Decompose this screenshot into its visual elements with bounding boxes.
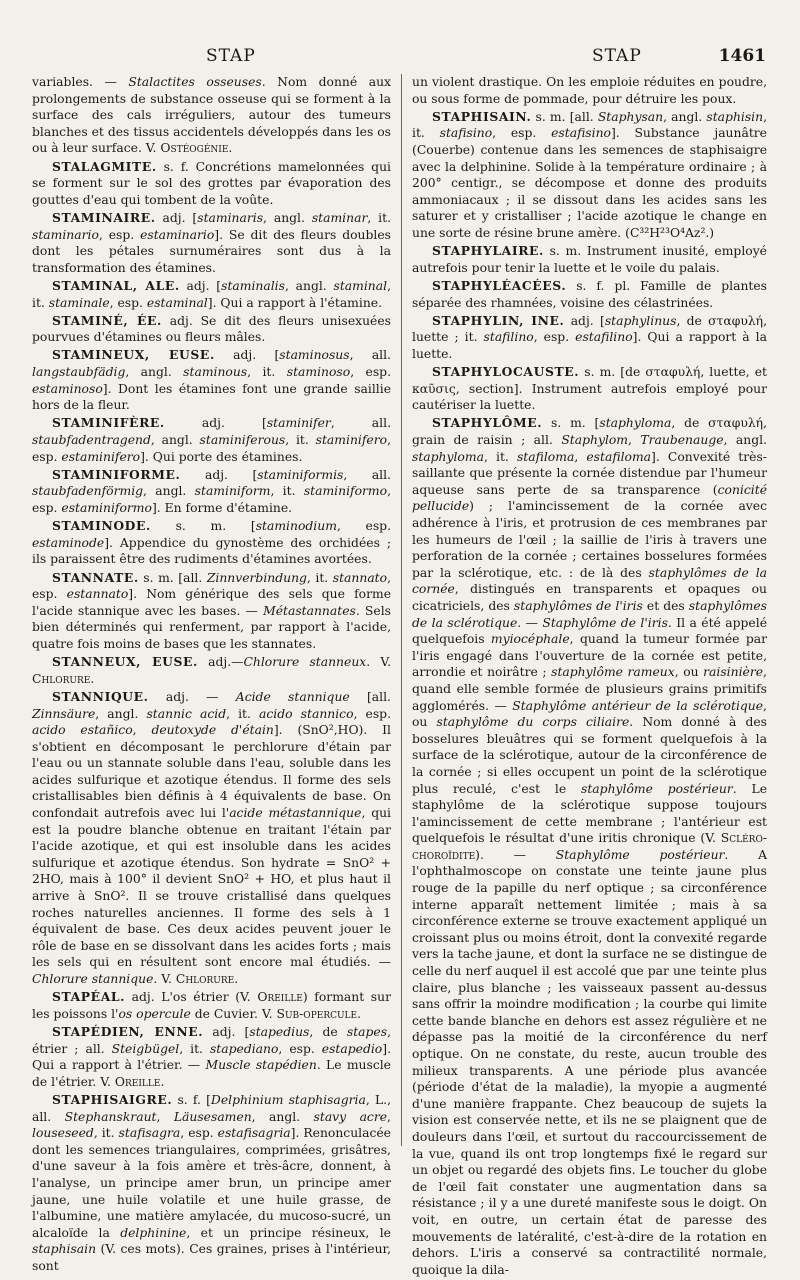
- text: s. f. pl. Famille de plantes séparée des rhamnées, voisine des célastrinées.: [412, 278, 767, 310]
- italic-term: estaminifero: [61, 449, 141, 464]
- text: . Le muscle de l'étrier. V.: [32, 1058, 391, 1089]
- text: s. f. [: [172, 1092, 211, 1107]
- cross-reference: Sub-opercule: [276, 1006, 358, 1021]
- text: , qui est la poudre blanche obtenue en traitant l'étain par l'acide azotique, et qui est insoluble dans les acides sulfurique et azotique étendus. Son hydrate = SnO² + 2HO, mais à 100° il devient SnO² + HO, et plus haut il arrive à SnO². Il se trouve cristallisé dans quelques roches naturelles anciennes. Il forme des sels à 1 équivalent de base. Ces deux acides peuvent jouer le rôle de base en se dissolvant dans les acides forts ; mais les sels qui en résultent sont encore mal étudiés. —: [32, 806, 391, 970]
- headword: STANNATE.: [52, 569, 139, 585]
- text: adj. [: [203, 1024, 250, 1039]
- italic-term: Stephanskraut: [64, 1109, 157, 1124]
- entry-stamineux: [32, 347, 391, 413]
- text: . V.: [366, 655, 391, 670]
- italic-term: staminal: [333, 278, 388, 293]
- italic-term: staminale: [48, 295, 110, 310]
- italic-term: delphinine: [120, 1225, 187, 1240]
- headword: STAMINIFORME.: [52, 466, 181, 482]
- italic-term: Läusesamen: [173, 1109, 252, 1124]
- text: ,: [628, 433, 641, 448]
- italic-term: conicité pellucide: [412, 482, 767, 514]
- headword: STALAGMITE.: [52, 158, 157, 174]
- italic-term: acido stannico: [259, 706, 354, 721]
- cross-reference: Oreille: [114, 1074, 161, 1089]
- italic-term: staminodium: [255, 519, 337, 534]
- italic-term: estapedio: [321, 1041, 383, 1056]
- text: .: [160, 1074, 165, 1089]
- italic-term: staphylômes de la sclérotique: [412, 598, 767, 630]
- text: . Le staphylôme de la sclérotique suppose toujours l'amincissement de cette membrane ; l'antérieur est quelquefois le résultat d'une iritis chronique (V.: [412, 781, 767, 846]
- italic-term: stapes: [346, 1024, 388, 1039]
- italic-term: staminiformo: [303, 484, 388, 499]
- text: , it.: [270, 484, 304, 499]
- text: , de: [309, 1024, 347, 1039]
- text: ,: [132, 723, 152, 738]
- text: s. m. [: [542, 416, 600, 431]
- running-header: [28, 46, 766, 68]
- entry-staphyleacees: [412, 278, 767, 311]
- text: , de σταφυλή, grain de raisin ; all.: [412, 416, 767, 448]
- italic-term: estaminario: [140, 227, 215, 242]
- headword: STAPHISAIN.: [432, 108, 532, 124]
- italic-term: staminifero: [315, 433, 388, 448]
- text: , quand la tumeur formée par l'iris engagé dans l'ouverture de la cornée est petite, arrondie et noirâtre ;: [412, 632, 767, 680]
- text: s. m. [all.: [531, 109, 598, 124]
- text: ]. En forme d'étamine.: [151, 501, 293, 515]
- text: , it.: [412, 109, 768, 141]
- italic-term: estaminal: [146, 295, 208, 310]
- text: , ou: [412, 698, 767, 730]
- entry-staminode: [32, 518, 391, 568]
- text: un violent drastique. On les emploie réduites en poudre, ou sous forme de pommade, pour détruire les poux.: [412, 75, 767, 106]
- italic-term: Traubenauge: [640, 433, 724, 448]
- text: ]. Qui a rapport à l'étamine.: [207, 295, 383, 310]
- text: , ou: [674, 665, 704, 680]
- text: , esp.: [350, 365, 391, 380]
- entry-continuation: [32, 74, 391, 157]
- text: . Nom donné à des bosselures bleuâtres qui se forment quelquefois à la surface de la sclérotique, autour de la circonférence de la cornée ; si elles occupent un point de la sclérotique plus reculé, c'est le: [412, 715, 768, 796]
- italic-term: staminoso: [286, 365, 351, 380]
- entry-staminal: [32, 278, 391, 311]
- text: de Cuvier. V.: [190, 1006, 277, 1021]
- italic-term: staminiformis: [257, 467, 344, 482]
- text: , angl.: [125, 365, 184, 380]
- text: ]. Qui a rapport à la luette.: [412, 330, 767, 361]
- text: , étrier ; all.: [32, 1024, 391, 1056]
- headword: STAPÉAL.: [52, 989, 126, 1005]
- entry-stapedien: [32, 1024, 391, 1090]
- headword: STAPHYLÉACÉES.: [432, 277, 567, 293]
- italic-term: staphylôme du corps ciliaire: [436, 715, 630, 730]
- text: , L., all.: [32, 1092, 391, 1124]
- text: ]. Convexité très-saillante que présente la cornée distendue par l'humeur aqueuse sans perte de sa transparence (: [412, 449, 767, 497]
- entry-stanneux: [32, 654, 391, 687]
- italic-term: staubfadentragend: [32, 433, 151, 448]
- text: .: [228, 141, 233, 156]
- italic-term: Steigbügel: [111, 1041, 180, 1056]
- entry-staphisain: [412, 109, 767, 242]
- italic-term: stafisino: [439, 126, 493, 141]
- text: , it.: [483, 449, 517, 464]
- text: adj.—: [197, 655, 244, 670]
- italic-term: staminalis: [221, 278, 285, 293]
- italic-term: staminar: [311, 210, 368, 225]
- italic-term: staminiferous: [199, 433, 286, 448]
- italic-term: stannic acid: [146, 706, 227, 721]
- entry-continuation: [412, 74, 767, 107]
- italic-term: staphylôme rameux: [551, 665, 675, 680]
- italic-term: staphylômes de la cornée: [412, 565, 767, 597]
- text: , esp.: [109, 295, 147, 310]
- text: ,: [156, 1109, 174, 1124]
- italic-term: raisinière: [703, 665, 764, 680]
- entry-staminiforme: [32, 467, 391, 517]
- text: . Il a été appelé quelquefois: [412, 615, 767, 647]
- italic-term: Zinnverbindung: [206, 570, 307, 585]
- italic-term: os opercule: [118, 1006, 191, 1021]
- headword: STAMINAL, ALE.: [52, 277, 180, 293]
- text: ]. (SnO²,HO). Il s'obtient en décomposant le perchlorure d'étain par l'eau ou un stannate soluble dans l'eau, soluble dans les acides sulfurique et azotique étendus. Il forme des sels cristallisables bien définis à 4 équivalents de base. On confondait autrefois avec lui l': [32, 723, 391, 821]
- entry-staphisaigre: [32, 1092, 391, 1275]
- italic-term: stavy acre: [313, 1109, 388, 1124]
- text: adj. [: [180, 467, 258, 482]
- headword: STAMINAIRE.: [52, 209, 156, 225]
- page-number: 1461: [718, 46, 766, 66]
- italic-term: staphisain: [32, 1242, 97, 1257]
- italic-term: stapediano: [209, 1041, 279, 1056]
- text: , angl.: [95, 706, 147, 721]
- entry-stannate: [32, 570, 391, 653]
- text: s. m. Instrument inusité, employé autrefois pour tenir la luette et le voile du palais.: [412, 244, 767, 275]
- text: adj. Se dit des fleurs unisexuées pourvues d'étamines ou fleurs mâles.: [32, 313, 392, 345]
- text: , quand elle semble formée de plusieurs grains primitifs agglomérés. —: [412, 665, 767, 713]
- text: , it.: [367, 210, 391, 225]
- italic-term: Chlorure stanneux: [243, 655, 367, 670]
- text: ) ; l'amincissement de la cornée avec adhérence à l'iris, et protrusion de ces membranes par les humeurs de l'œil ; la saillie de l'iris à travers une perforation de la cornée ; certaines bosselures formées par la sclérotique, etc. : de là des: [412, 499, 767, 580]
- text: , it.: [247, 365, 287, 380]
- italic-term: estaminode: [32, 535, 105, 550]
- column-divider: [401, 74, 402, 1146]
- text: adj. [: [155, 210, 198, 225]
- text: s. f. Concrétions mamelonnées qui se forment sur le sol des grottes par évaporation des gouttes d'eau qui tombent de la voûte.: [32, 159, 391, 207]
- text: , angl.: [723, 433, 767, 448]
- italic-term: Staphylôme postérieur: [555, 847, 725, 862]
- italic-term: stafisagra: [118, 1126, 181, 1141]
- italic-term: estafilino: [575, 330, 633, 345]
- italic-term: Delphinium staphisagria: [210, 1092, 366, 1107]
- headword: STAMINODE.: [52, 518, 151, 534]
- italic-term: staubfadenförmig: [32, 484, 144, 499]
- text: , it.: [32, 278, 391, 310]
- italic-term: Staphylôme de l'iris: [542, 615, 668, 630]
- text: ,: [574, 449, 587, 464]
- text: et des: [642, 598, 689, 613]
- headword: STAMINEUX, EUSE.: [52, 347, 215, 363]
- text: . —: [517, 615, 543, 630]
- text: , esp.: [336, 519, 391, 534]
- italic-term: Zinnsäure: [32, 706, 96, 721]
- text: , angl.: [143, 484, 195, 499]
- text: adj. [: [164, 416, 267, 431]
- text: , all.: [330, 416, 391, 431]
- entry-staphylaire: [412, 243, 767, 276]
- headword: STAPHYLÔME.: [432, 415, 543, 431]
- text: variables. —: [32, 75, 129, 89]
- text: , esp.: [32, 570, 392, 602]
- text: adj. [: [179, 278, 222, 293]
- headword: STAPHYLAIRE.: [432, 243, 544, 259]
- text: , angl.: [251, 1109, 314, 1124]
- text: , esp.: [492, 126, 552, 141]
- text: (V. ces mots). Ces graines, prises à l'intérieur, sont: [32, 1242, 391, 1273]
- headword: STAPHYLOCAUSTE.: [432, 364, 580, 380]
- text: ]. Dont les étamines font une grande saillie hors de la fleur.: [32, 381, 391, 413]
- text: [all.: [349, 689, 391, 704]
- text: , all.: [343, 467, 391, 482]
- italic-term: staminaris: [197, 210, 264, 225]
- text: , esp.: [180, 1126, 218, 1141]
- italic-term: staminous: [183, 365, 248, 380]
- italic-term: estafisino: [551, 126, 611, 141]
- text: .: [234, 972, 239, 986]
- italic-term: acide métastannique: [229, 806, 362, 821]
- text: . Nom donné aux prolongements de substance osseuse qui se forment à la surface des cals irréguliers, autour des tumeurs blanches et des tissus accidentels développés dans les os ou à leur surface. V.: [32, 75, 391, 156]
- headword: STANNIQUE.: [52, 688, 149, 704]
- text: . A l'ophthalmoscope on constate une teinte jaune plus rouge de la papille du nerf optique ; sa circonférence interne apparaît nettement limitée ; mais à sa circonférence externe se trouve exactement appliqué un croissant plus ou moins étroit, dont la convexité regarde vers la tache jaune, et dont la surface ne se distingue de celle du nerf auquel il est accolé que par une teinte plus claire, plus blanche ; les vaisseaux passent au-dessus sans offrir la moindre modification ; la courbe qui limite cette bande blanche en dehors est assez régulière et ne dépasse pas la moitié de la circonférence du nerf optique. On ne constate, du reste, aucun trouble des milieux transparents. A une période plus avancée (période d'état de la maladie), la myopie a augmenté d'une manière frappante. Chez beaucoup de sujets la vision est conservée nette, et ils ne se plaignent que de douleurs dans l'œil, et surtout du raccourcissement de la vue, quand ils ont trop longtemps fixé le regard sur un objet ou regardé des objets fins. Le toucher du globe de l'œil fait constater une augmentation dans sa résistance ; il y a une dureté manifeste sous le doigt. On voit, en outre, un certain état de paresse des mouvements de latéralité, c'est-à-dire de la rotation en dehors. L'iris a conservé sa contractilité normale, quoique la dila-: [412, 847, 767, 1277]
- italic-term: Métastannates: [263, 603, 356, 618]
- italic-term: Chlorure stannique: [32, 972, 154, 986]
- text: adj. L'os étrier (V.: [125, 990, 258, 1005]
- text: , angl.: [284, 278, 334, 293]
- italic-term: staphisin: [706, 109, 764, 124]
- italic-term: Muscle stapédien: [205, 1058, 317, 1073]
- italic-term: stannato: [332, 570, 388, 585]
- italic-term: stafiloma: [516, 449, 575, 464]
- text: , esp.: [32, 433, 391, 464]
- italic-term: staminosus: [279, 348, 350, 363]
- headword: STAMINÉ, ÉE.: [52, 312, 162, 328]
- italic-term: Staphylom: [561, 433, 629, 448]
- text: , esp.: [533, 330, 576, 345]
- text: ,: [387, 1109, 391, 1124]
- italic-term: staminifer: [266, 416, 331, 431]
- italic-term: Stalactites osseuses: [128, 75, 262, 89]
- italic-term: myiocéphale: [490, 632, 570, 647]
- italic-term: acido estañico: [32, 723, 133, 738]
- text: .: [357, 1006, 362, 1021]
- italic-term: staphyloma: [412, 449, 484, 464]
- italic-term: staphyloma: [599, 416, 672, 431]
- italic-term: stapedius: [249, 1024, 310, 1039]
- entry-stapeal: [32, 989, 391, 1022]
- italic-term: estannato: [66, 587, 129, 602]
- italic-term: staphylinus: [604, 313, 677, 328]
- text: , angl.: [663, 109, 707, 124]
- italic-term: Staphylôme antérieur de la sclérotique: [512, 698, 764, 713]
- text: adj. [: [214, 348, 280, 363]
- text: , it.: [285, 433, 316, 448]
- entry-staminaire: [32, 210, 391, 276]
- text: , distingués en transparents et opaques ou cicatriciels, des: [412, 582, 767, 613]
- italic-term: estaminoso: [32, 381, 103, 396]
- italic-term: staminario: [32, 227, 99, 242]
- headword: STAPÉDIEN, ENNE.: [52, 1023, 204, 1039]
- left-column: [32, 74, 391, 1276]
- text: , it.: [226, 706, 260, 721]
- text: s. m. [all.: [138, 570, 207, 585]
- cross-reference: Ostéogénie: [160, 141, 229, 156]
- text: adj. —: [148, 689, 236, 704]
- italic-term: staphylômes de l'iris: [513, 598, 643, 613]
- italic-term: staphylôme postérieur: [581, 781, 733, 796]
- entry-stalagmite: [32, 159, 391, 209]
- text: ]. Se dit des fleurs doubles dont les pétales surnuméraires sont dus à la transformation des étamines.: [32, 227, 391, 275]
- italic-term: deutoxyde d'étain: [151, 723, 274, 738]
- text: , et un principe résineux, le: [186, 1225, 391, 1240]
- cross-reference: Oreille: [257, 990, 303, 1005]
- header-left-guide-word: STAP: [206, 46, 256, 66]
- text: , esp.: [353, 706, 392, 721]
- text: s. m. [de σταφυλή, luette, et καῦσις, section]. Instrument autrefois employé pour cautériser la luette.: [412, 365, 767, 413]
- text: .: [90, 671, 95, 686]
- text: , it.: [93, 1126, 119, 1141]
- italic-term: estaminiformo: [61, 501, 152, 515]
- text: adj. [: [564, 313, 605, 328]
- text: . V.: [153, 972, 176, 986]
- text: , angl.: [263, 210, 312, 225]
- text: s. m. [: [150, 519, 256, 534]
- text: , angl.: [150, 433, 200, 448]
- text: , it.: [306, 570, 333, 585]
- text: . Sels bien déterminés qui renferment, par rapport à l'acide, quatre fois moins de bases que les stannates.: [32, 603, 391, 651]
- text: , it.: [179, 1041, 210, 1056]
- headword: STANNEUX, EUSE.: [52, 654, 198, 670]
- headword: STAPHISAIGRE.: [52, 1091, 173, 1107]
- entry-staphylin: [412, 313, 767, 363]
- italic-term: Acide stannique: [235, 689, 350, 704]
- headword: STAMINIFÈRE.: [52, 415, 165, 431]
- text: ). —: [475, 847, 556, 862]
- text: ]. Appendice du gynostème des orchidées ; ils paraissent être des rudiments d'étamines avortées.: [32, 535, 391, 567]
- text: , esp.: [98, 227, 141, 242]
- text: , de σταφυλή, luette ; it.: [412, 313, 768, 345]
- italic-term: Staphysan: [597, 109, 664, 124]
- text: ]. Substance jaunâtre (Couerbe) contenue dans les semences de staphisaigre avec la delphinine. Solide à la température ordinaire ; à 200° centigr., se décompose et donne des produits ammoniacaux ; il se dissout dans les acides sans les saturer et y cristalliser ; l'acide azotique le change en une sorte de résine brune amère. (C³²H²³O⁴Az².): [412, 126, 767, 240]
- italic-term: stafilino: [483, 330, 534, 345]
- italic-term: estafiloma: [586, 449, 652, 464]
- headword: STAPHYLIN, INE.: [432, 312, 565, 328]
- cross-reference: Chlorure: [32, 671, 91, 686]
- entry-staminifere: [32, 415, 391, 465]
- italic-term: staminiform: [194, 484, 271, 499]
- italic-term: estafisagria: [217, 1126, 291, 1141]
- entry-stamine: [32, 313, 391, 346]
- entry-stannique: [32, 689, 391, 988]
- text: ]. Qui a rapport à l'étrier. —: [32, 1041, 391, 1073]
- cross-reference: Chlorure: [175, 972, 235, 986]
- text: ]. Renonculacée dont les semences triangulaires, comprimées, grisâtres, d'une saveur à la fois amère et très-âcre, donnent, à l'analyse, un principe amer brun, un principe amer jaune, une huile volatile et une huile grasse, de l'albumine, une matière amylacée, du mucoso-sucré, un alcaloïde la: [32, 1126, 391, 1240]
- italic-term: louseseed: [32, 1126, 94, 1141]
- text: , esp.: [32, 484, 392, 515]
- text: ) formant sur les poissons l': [32, 990, 391, 1021]
- italic-term: langstaubfädig: [32, 365, 126, 380]
- text: ]. Nom générique des sels que forme l'acide stannique avec les bases. —: [32, 587, 392, 618]
- text: , esp.: [278, 1041, 322, 1056]
- entry-staphylome: [412, 415, 767, 1278]
- text: ]. Qui porte des étamines.: [140, 449, 303, 464]
- right-column: [412, 74, 767, 1280]
- header-right-guide-word: STAP: [592, 46, 642, 66]
- text: , all.: [349, 348, 391, 363]
- entry-staphylocauste: [412, 364, 767, 414]
- cross-reference: Scléro-choroïdite: [412, 831, 767, 862]
